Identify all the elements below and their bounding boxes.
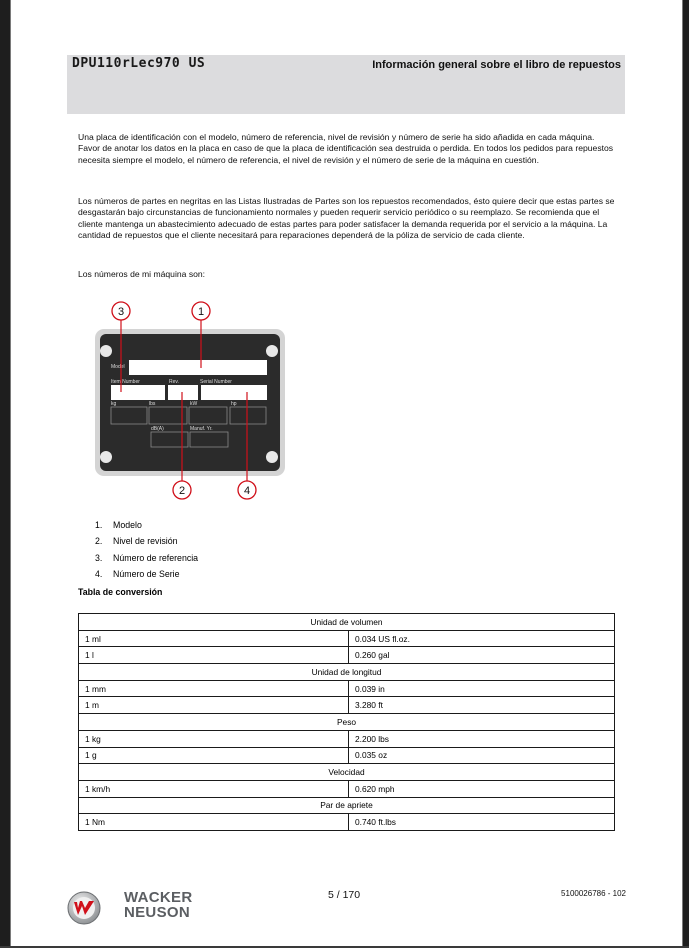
conversion-table-title: Tabla de conversión [78,587,163,597]
callout-2: 2 [178,485,186,497]
section-heading: Unidad de volumen [79,614,615,631]
section-heading: Par de apriete [79,797,615,814]
wacker-neuson-logo-icon [67,891,101,925]
section-heading: Unidad de longitud [79,664,615,681]
svg-text:Serial Number: Serial Number [200,379,232,385]
viewer-right-border [682,0,689,948]
callout-legend-list [95,520,198,585]
svg-text:lbs: lbs [149,401,156,407]
recommended-parts-paragraph: Los números de partes en negritas en las Listas Ilustradas de Partes son los repuestos recomendados, ésto quiere decir que estas partes se desgastarán bajo circunstancias de funcionamiento normales y pueden requerir servicio periódico o su reemplazo. Se recomienda que el cliente mantenga un abastecimiento adecuado de estas partes para poder satisfacer la demanda requerida por el servicio a la máquina. La cantidad de repuestos que el cliente necesitará para reparaciones dependerá de la póliza de servicio de cada cliente. [78,196,615,241]
table-row: 1 mm 0.039 in [79,680,615,697]
table-row: 1 g 0.035 oz [79,747,615,764]
identification-plate-diagram [92,300,292,500]
document-model: DPU110rLec970 US [72,56,206,71]
brand-wordmark: WACKER NEUSON [124,889,193,921]
callout-1: 1 [197,306,205,318]
legend-item: 3. Número de referencia [95,552,199,563]
plate-label-model: Model [111,364,125,370]
table-row: 1 Nm 0.740 ft.lbs [79,814,615,831]
legend-item: 4. Número de Serie [95,568,180,579]
table-row: 1 kg 2.200 lbs [79,730,615,747]
svg-text:Item Number: Item Number [111,379,140,385]
intro-paragraph: Una placa de identificación con el modelo, número de referencia, nivel de revisión y número de serie ha sido añadida en cada máquina. Favor de anotar los datos en la placa en caso de que la placa de identificación sea destruida o perdida. En todos los pedidos para repuestos necesita siempre el modelo, el número de referencia, el nivel de revisión y el número de serie de la máquina en cuestión. [78,132,614,165]
document-number: 5100026786 - 102 [561,889,626,898]
table-row: 1 l 0.260 gal [79,647,615,664]
mount-hole-icon [100,345,112,357]
legend-item: 1. Modelo [95,520,142,530]
page-number: 5 / 170 [328,889,361,901]
table-row: 1 ml 0.034 US fl.oz. [79,630,615,647]
callout-4: 4 [243,485,251,497]
svg-text:Manuf. Yr.: Manuf. Yr. [190,426,213,432]
svg-text:kg: kg [111,401,117,407]
section-title: Información general sobre el libro de repuestos [372,59,621,71]
mount-hole-icon [100,451,112,463]
mount-hole-icon [266,345,278,357]
svg-text:hp: hp [231,401,237,407]
table-row: 1 m 3.280 ft [79,697,615,714]
section-heading: Velocidad [79,764,615,781]
svg-text:Rev.: Rev. [169,379,179,385]
conversion-table [78,613,615,831]
svg-text:dB(A): dB(A) [151,426,164,432]
table-row: 1 km/h 0.620 mph [79,780,615,797]
section-heading: Peso [79,714,615,731]
viewer-left-border [0,0,11,948]
mount-hole-icon [266,451,278,463]
svg-text:kW: kW [190,401,198,407]
callout-3: 3 [117,306,125,318]
my-machine-numbers-label: Los números de mi máquina son: [78,269,206,279]
legend-item: 2. Nivel de revisión [95,536,178,547]
